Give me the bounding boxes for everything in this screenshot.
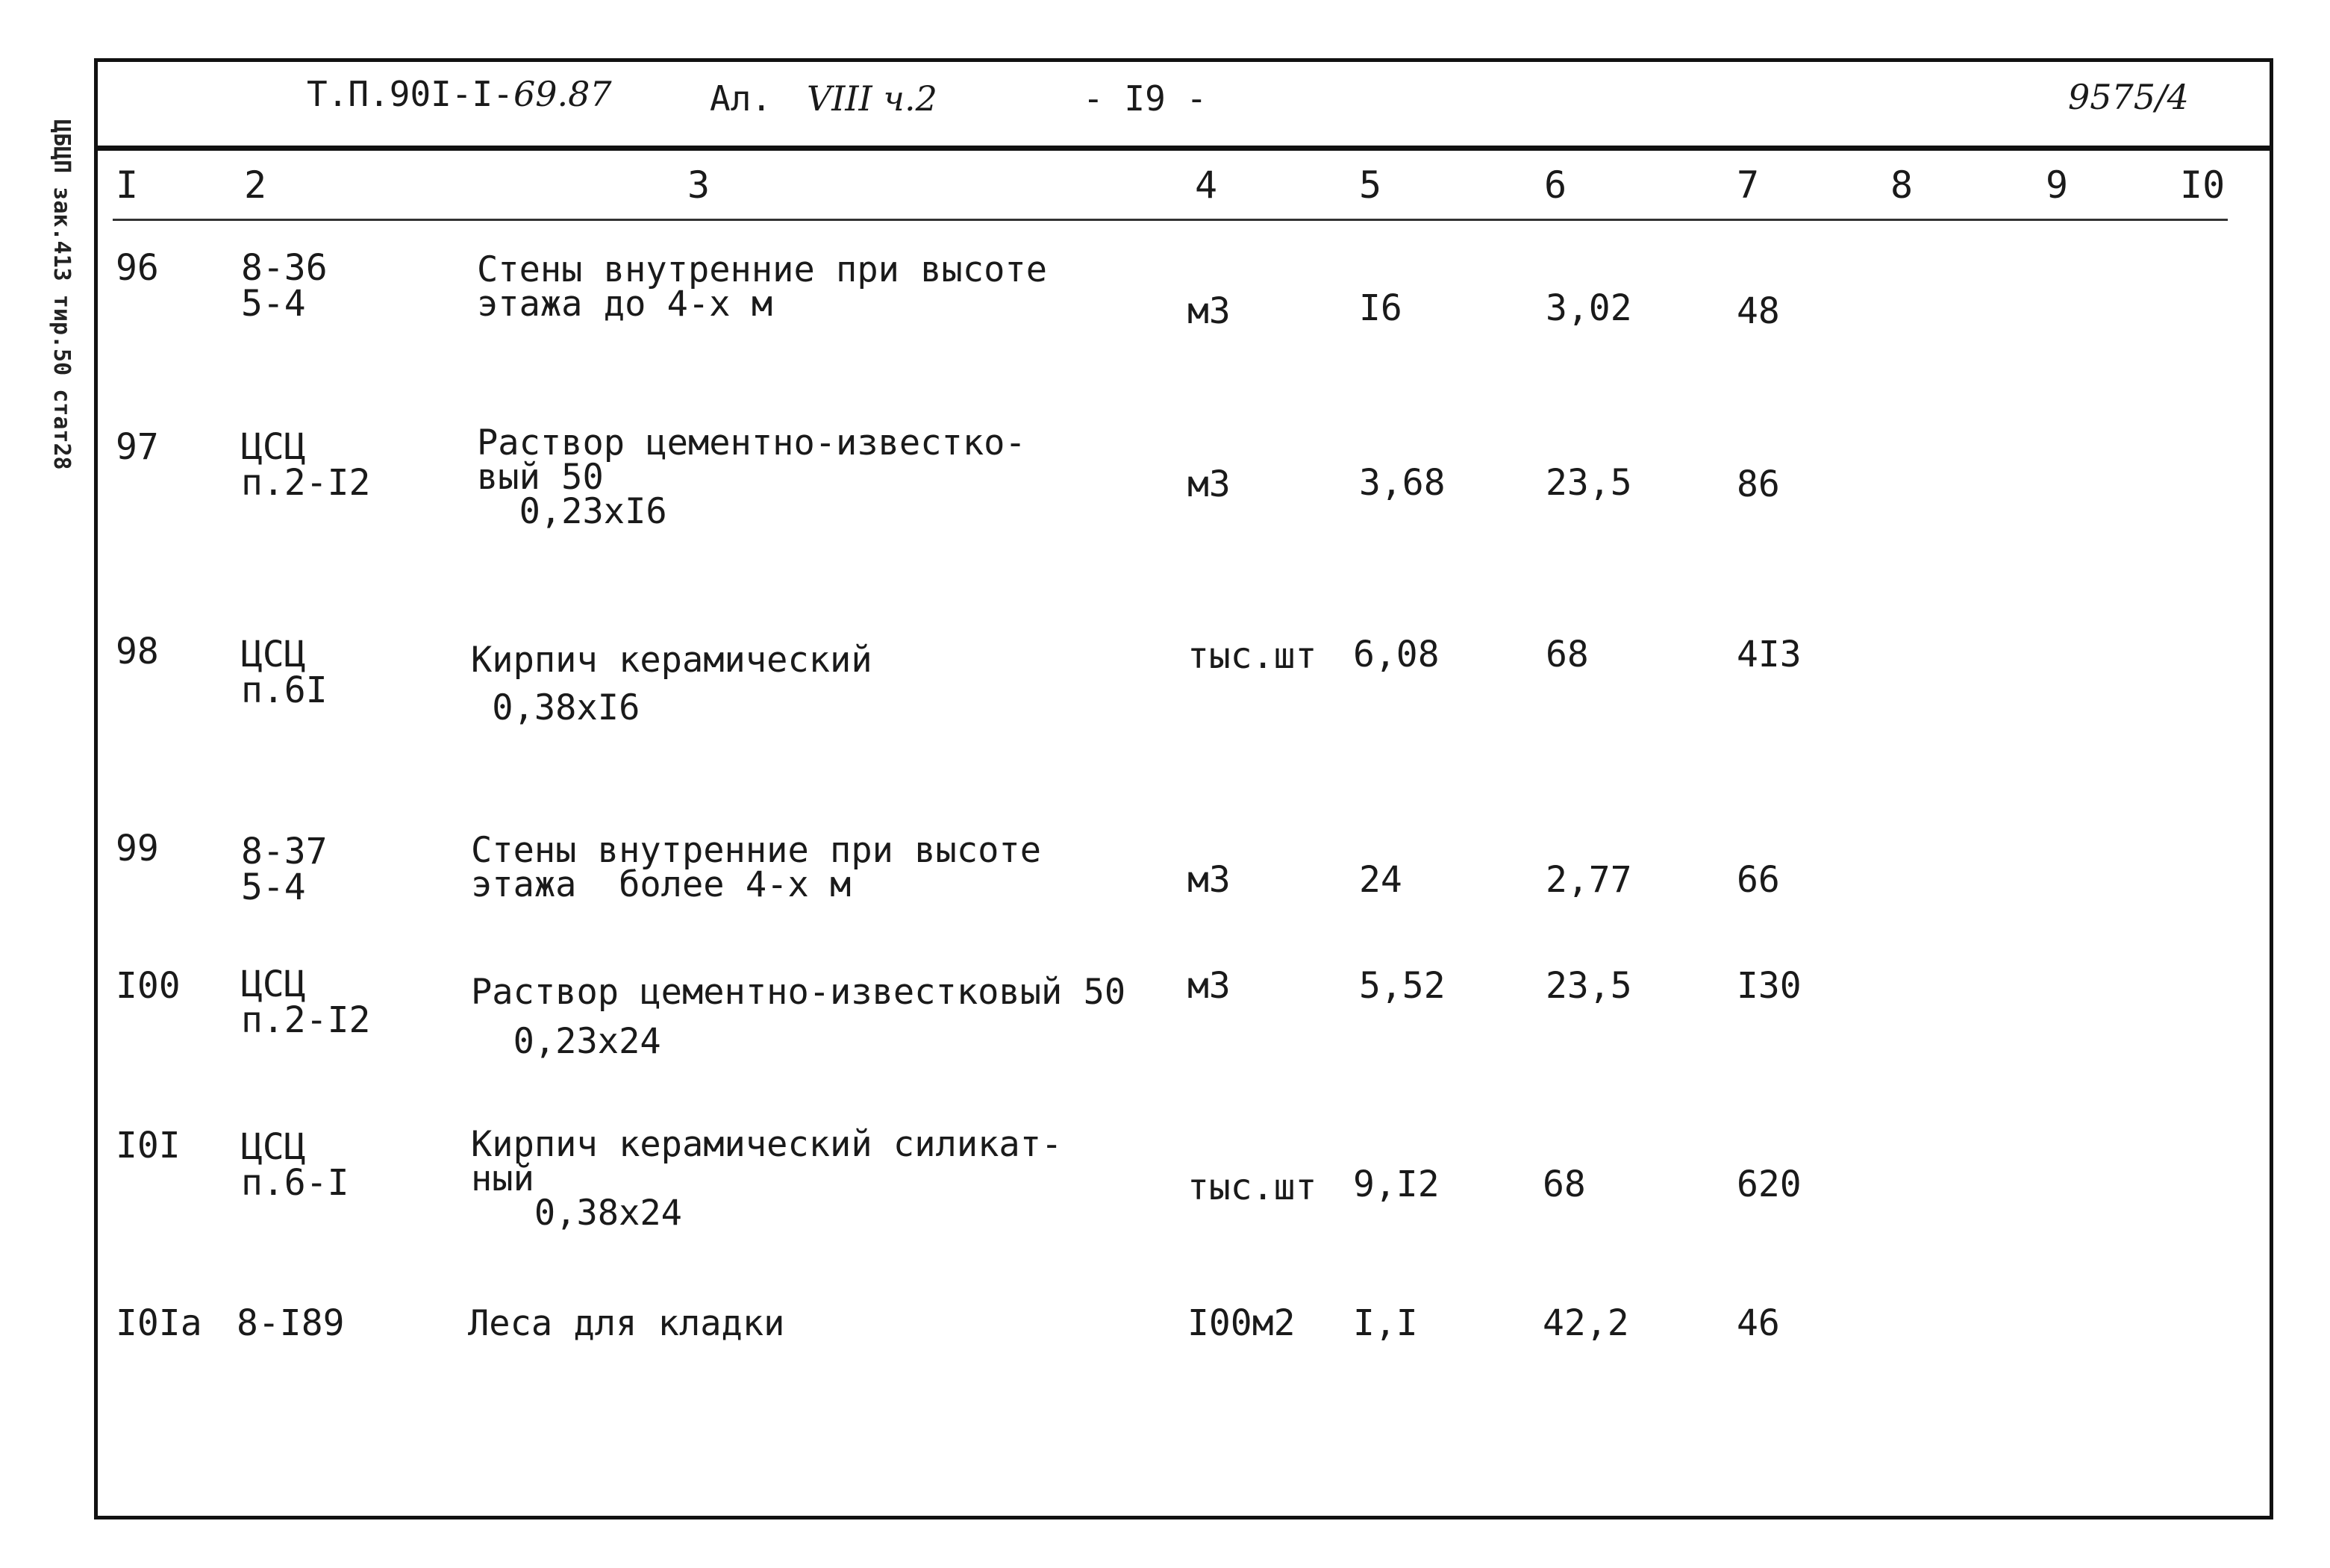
row-97-sum: 86 (1737, 463, 1780, 505)
page-number: - I9 - (1083, 78, 1208, 119)
row-100-unit: м3 (1187, 965, 1231, 1007)
row-100-code: ЦСЦ п.2-I2 (241, 963, 371, 1041)
row-101-number: I0I (116, 1125, 181, 1166)
row-100-price: 23,5 (1546, 965, 1632, 1007)
doc-number: Т.П.90I-I-69.87 (307, 74, 612, 114)
row-101a-number: I0Ia (116, 1302, 202, 1344)
row-101a-price: 42,2 (1543, 1302, 1629, 1344)
row-101-quantity: 9,I2 (1353, 1163, 1440, 1205)
row-98-number: 98 (116, 631, 159, 672)
col-header-2: 2 (244, 163, 267, 207)
row-100-number: I00 (116, 965, 181, 1007)
row-98-price: 68 (1546, 634, 1589, 675)
row-101a-code: 8-I89 (237, 1302, 345, 1344)
col-header-4: 4 (1195, 163, 1218, 207)
row-101-unit: тыс.шт (1187, 1166, 1317, 1208)
row-97-number: 97 (116, 426, 159, 468)
row-98-description: Кирпич керамический 0,38xI6 (471, 640, 872, 728)
row-101a-sum: 46 (1737, 1302, 1780, 1344)
row-101-sum: 620 (1737, 1163, 1802, 1205)
row-99-code: 8-37 5-4 (241, 831, 328, 908)
row-101-price: 68 (1543, 1163, 1586, 1205)
row-99-description: Стены внутренние при высоте этажа более 4-х м (471, 830, 1042, 905)
row-100-quantity: 5,52 (1359, 965, 1446, 1007)
row-96-quantity: I6 (1359, 287, 1402, 329)
row-99-price: 2,77 (1546, 859, 1632, 901)
col-header-10: I0 (2180, 163, 2226, 207)
row-98-code: ЦСЦ п.6I (241, 634, 328, 711)
row-96-code: 8-36 5-4 (241, 247, 328, 325)
row-101a-unit: I00м2 (1187, 1302, 1296, 1344)
row-96-description: Стены внутренние при высоте этажа до 4-х м (477, 249, 1048, 325)
row-99-quantity: 24 (1359, 859, 1402, 901)
row-101a-description: Леса для кладки (468, 1303, 785, 1344)
row-97-unit: м3 (1187, 463, 1231, 505)
row-96-unit: м3 (1187, 290, 1231, 332)
column-header-rule (113, 219, 2228, 221)
row-100-sum: I30 (1737, 965, 1802, 1007)
album-number: VIII ч.2 (807, 78, 937, 119)
row-99-number: 99 (116, 828, 159, 869)
row-97-code: ЦСЦ п.2-I2 (241, 426, 371, 504)
col-header-7: 7 (1737, 163, 1760, 207)
row-96-price: 3,02 (1546, 287, 1632, 329)
row-98-unit: тыс.шт (1187, 635, 1317, 677)
archive-stamp (22, 60, 75, 478)
row-101a-quantity: I,I (1353, 1302, 1418, 1344)
row-97-quantity: 3,68 (1359, 462, 1446, 504)
row-101-description: Кирпич керамический силикат- ный 0,38x24 (471, 1124, 1063, 1234)
estimate-sheet (94, 58, 2273, 1519)
row-96-sum: 48 (1737, 290, 1780, 332)
album-label: Ал. (710, 78, 772, 119)
row-101-code: ЦСЦ п.6-I (241, 1126, 349, 1204)
col-header-3: 3 (687, 163, 710, 207)
col-header-5: 5 (1359, 163, 1382, 207)
row-100-description: Раствор цементно-известковый 50 0,23x24 (471, 972, 1126, 1062)
row-97-price: 23,5 (1546, 462, 1632, 504)
col-header-6: 6 (1544, 163, 1567, 207)
col-header-9: 9 (2046, 163, 2069, 207)
stamp-text: ЦБЦП зак.413 тир.50 стат28 (49, 119, 75, 470)
row-97-description: Раствор цементно-известко- вый 50 0,23xI6 (477, 422, 1026, 532)
row-99-sum: 66 (1737, 859, 1780, 901)
row-96-number: 96 (116, 247, 159, 289)
header-rule (98, 146, 2270, 151)
col-header-1: I (116, 163, 139, 207)
sheet-code: 9575/4 (2068, 77, 2189, 117)
row-98-sum: 4I3 (1737, 634, 1802, 675)
col-header-8: 8 (1890, 163, 1914, 207)
row-99-unit: м3 (1187, 859, 1231, 901)
row-98-quantity: 6,08 (1353, 634, 1440, 675)
